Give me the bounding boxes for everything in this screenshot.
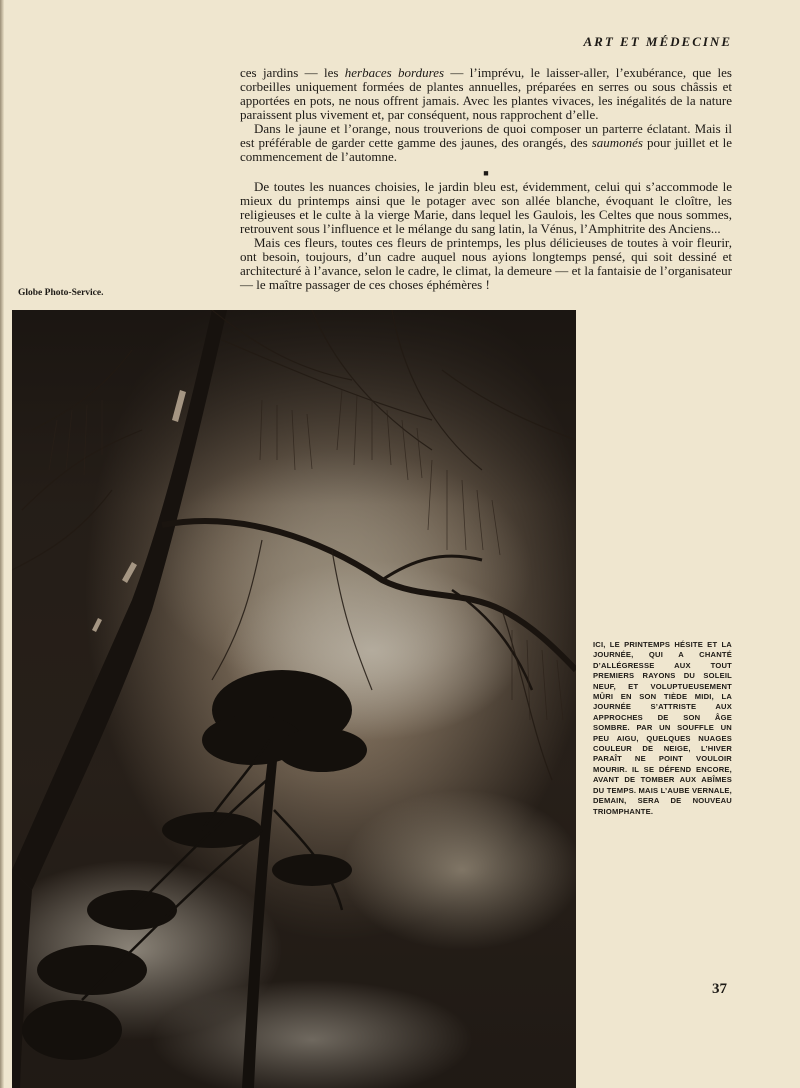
section-separator: ■ xyxy=(483,168,489,178)
photo-caption: ICI, LE PRINTEMPS HÉSITE ET LA JOURNÉE, QUI A CHANTÉ D’ALLÉGRESSE AUX TOUT PREMIERS RAYONS DU SOLEIL NEUF, ET VOLUPTUEUSEMENT MÛRI EN SON TIÈDE MIDI, LA JOURNÉE S’ATTRISTE AUX APPROCHES DE SON ÂGE SOMBRE. PAR UN SOUFFLE UN PEU AIGU, QUELQUES NUAGES COULEUR DE NEIGE, L’HIVER PARAÎT NE POINT VOULOIR MOURIR. IL SE DÉFEND ENCORE, AVANT DE TOMBER AUX ABÎMES DU TEMPS. MAIS L’AUBE VERNALE, DEMAIN, SERA DE NOUVEAU TRIOMPHANTE. xyxy=(593,640,732,816)
page-edge xyxy=(0,0,4,1088)
paragraph-3: De toutes les nuances choisies, le jardin bleu est, évidemment, celui qui s’accommode le mieux du printemps ainsi que le potager avec son allée blanche, évoquant le cloître, les religieuses et le culte à la vierge Marie, dans lequel les Gaulois, les Celtes que nous sommes, retrouvent sous l’influence et le mélange du sang latin, la Vénus, l’Amphitrite des Anciens... xyxy=(240,179,732,236)
paragraph-1-text-b: — l’imprévu, le laisser-aller, l’exubérance, que les corbeilles uniquement formées de plantes annuelles, préparées en serres ou sous châssis et apportées en pots, ne nous offrent jamais. Avec les plantes vivaces, les inégalités de la nature paraissent plus vivement et, par conséquent, nous rapprochent d’elle. xyxy=(240,65,732,122)
paragraph-2 xyxy=(240,122,732,164)
article-body xyxy=(240,66,732,292)
paragraph-4: Mais ces fleurs, toutes ces fleurs de printemps, les plus délicieuses de toutes à voir fleurir, ont besoin, toujours, d’un cadre auquel nous ayions longtemps pensé, qui soit dessiné et architecturé à l’avance, selon le cadre, le climat, la demeure — et la fantaisie de l’organisateur — le maître passager de ces choses éphémères ! xyxy=(240,235,732,292)
paragraph-2-text-b: pour juillet et le commencement de l’automne. xyxy=(240,135,732,164)
section-header: ART ET MÉDECINE xyxy=(583,34,732,49)
tree-sky-photograph xyxy=(12,310,576,1088)
paragraph-1 xyxy=(240,66,732,122)
page-number: 37 xyxy=(712,981,727,997)
paragraph-1-italic: herbaces bordures xyxy=(344,65,445,80)
paragraph-1-text-a: ces jardins — les xyxy=(240,65,345,80)
paragraph-2-italic: saumonés xyxy=(591,135,643,150)
paragraph-2-text-a: Dans le jaune et l’orange, nous trouverions de quoi composer un parterre éclatant. Mais il est préférable de garder cette gamme des jaunes, des orangés, des xyxy=(240,121,732,150)
photo-credit: Globe Photo-Service. xyxy=(18,288,104,298)
